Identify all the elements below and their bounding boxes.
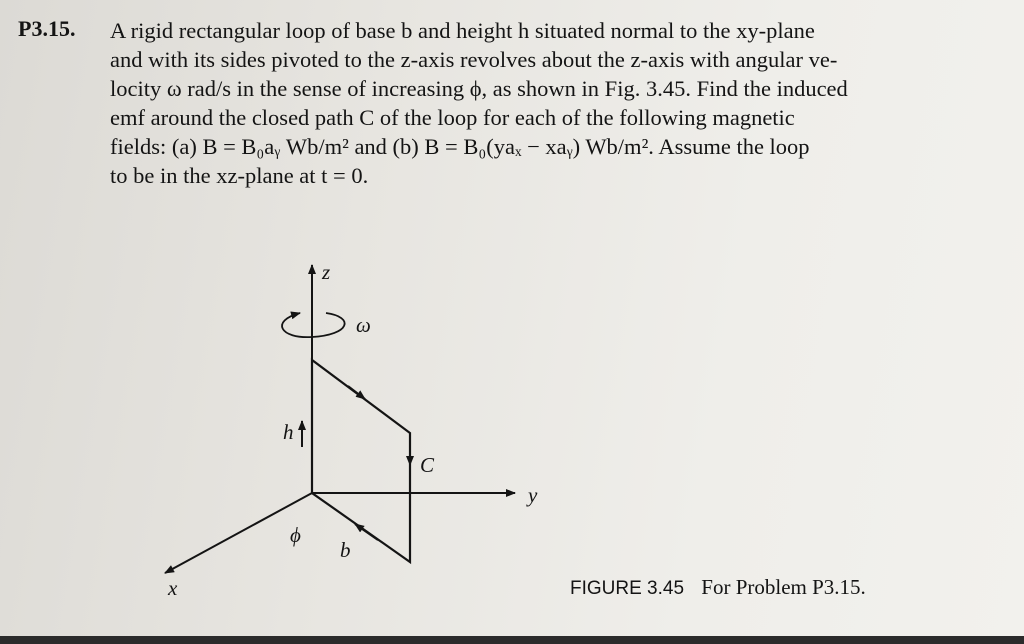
y-axis-label: y <box>528 483 538 507</box>
z-axis-label: z <box>322 260 331 284</box>
figure-caption-text: For Problem P3.15. <box>701 575 866 599</box>
page-bottom-edge <box>0 636 1024 644</box>
problem-line-5: fields: (a) B = B₀aᵧ Wb/m² and (b) B = B₀(yaₓ − xaᵧ) Wb/m². Assume the loop <box>110 134 810 159</box>
omega-label: ω <box>356 313 371 337</box>
figure-caption <box>570 575 866 600</box>
rectangular-loop <box>312 360 410 562</box>
h-label: h <box>283 420 294 444</box>
figure-3-45-diagram <box>150 255 570 600</box>
phi-label: ϕ <box>290 523 301 547</box>
problem-line-3: locity ω rad/s in the sense of increasing ϕ, as shown in Fig. 3.45. Find the induced <box>110 76 848 101</box>
problem-statement <box>110 16 990 190</box>
problem-number: P3.15. <box>18 16 76 41</box>
problem-line-6: to be in the xz-plane at t = 0. <box>110 163 369 188</box>
problem-line-4: emf around the closed path C of the loop for each of the following magnetic <box>110 105 795 130</box>
b-label: b <box>340 538 351 562</box>
x-axis-label: x <box>168 576 178 600</box>
rotation-arrow-icon <box>282 313 345 337</box>
problem-line-2: and with its sides pivoted to the z-axis revolves about the z-axis with angular ve- <box>110 47 838 72</box>
figure-caption-label: FIGURE 3.45 <box>570 578 685 599</box>
loop-bottom-arrow-icon <box>355 524 378 540</box>
loop-path-label: C <box>420 453 435 477</box>
problem-line-1: A rigid rectangular loop of base b and height h situated normal to the xy-plane <box>110 18 815 43</box>
loop-top-arrow-icon <box>348 386 365 399</box>
